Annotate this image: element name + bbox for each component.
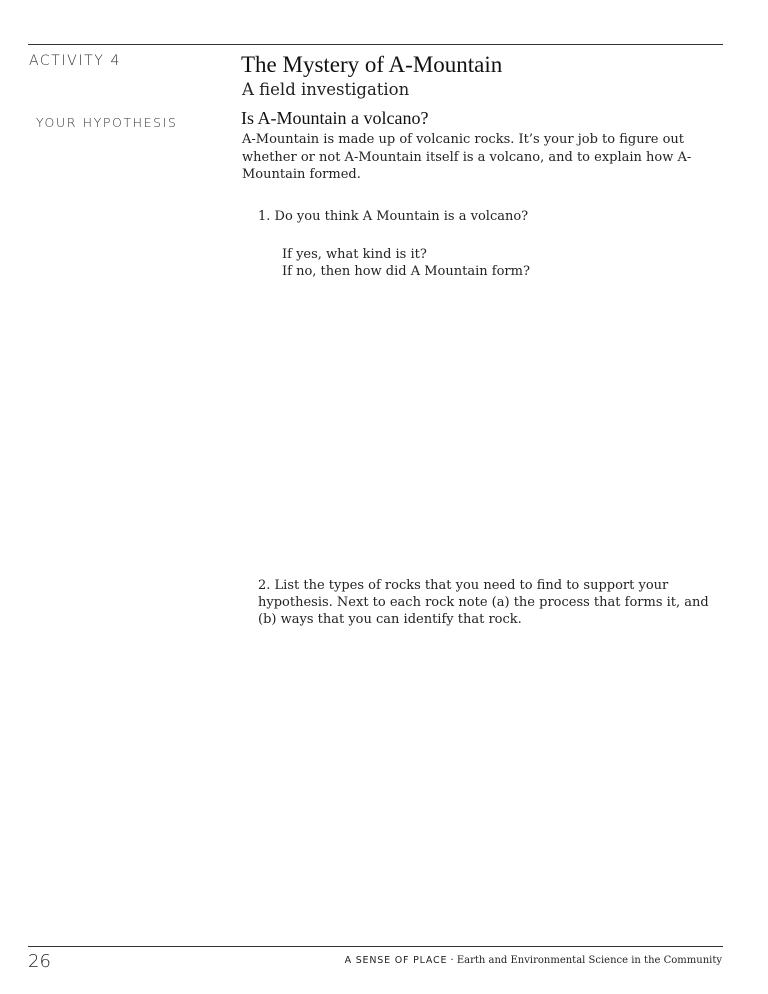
page-subtitle: A field investigation — [242, 80, 410, 99]
question-1-followups — [282, 246, 530, 280]
intro-paragraph: A-Mountain is made up of volcanic rocks. It’s your job to figure out whether or not A-Mountain itself is a volcano, and to explain how A-Mountain formed. — [242, 132, 692, 182]
page-number: 26 — [28, 951, 51, 972]
footer-rule — [28, 946, 723, 947]
question-1-yes: If yes, what kind is it? — [282, 247, 427, 262]
question-1: 1. Do you think A Mountain is a volcano? — [258, 209, 529, 224]
header-rule — [28, 44, 723, 45]
page-title: The Mystery of A-Mountain — [241, 52, 503, 77]
section-heading: Is A-Mountain a volcano? — [241, 108, 429, 128]
footer-book-title: A SENSE OF PLACE — [344, 955, 448, 966]
footer-separator: · — [447, 955, 457, 966]
footer-text — [345, 955, 722, 966]
hypothesis-label: YOUR HYPOTHESIS — [36, 115, 178, 130]
question-1-no: If no, then how did A Mountain form? — [282, 264, 530, 279]
footer-book-subtitle: Earth and Environmental Science in the Community — [456, 955, 722, 966]
activity-label: ACTIVITY 4 — [29, 53, 121, 69]
question-2: 2. List the types of rocks that you need to find to support your hypothesis. Next to each rock note (a) the process that forms it, and (b) ways that you can identify that rock. — [258, 578, 709, 627]
